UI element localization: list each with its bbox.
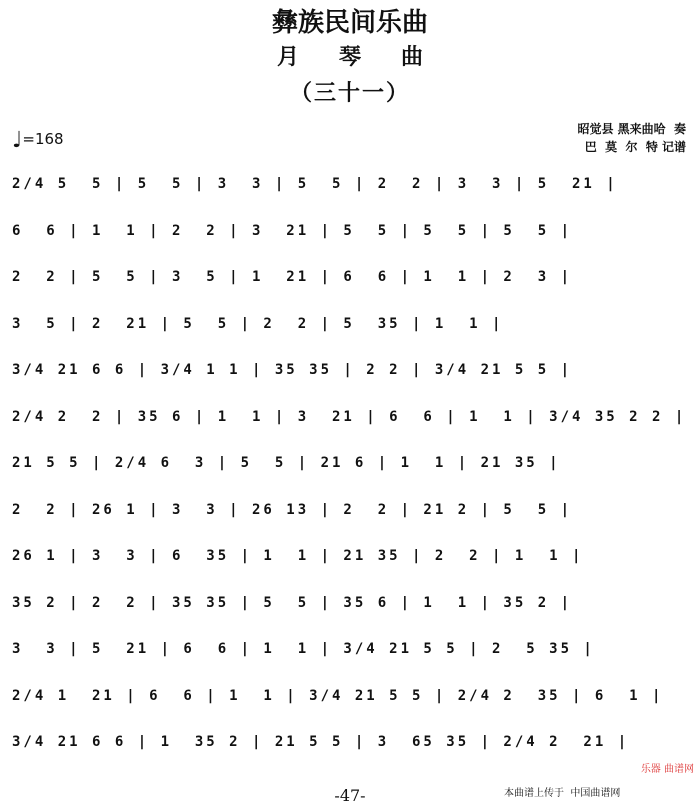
score-line-text: 2 2 | 26 1 | 3 3 | 26 13 | 2 2 | 21 2 | 5 5 | [12, 501, 573, 518]
score-subtitle: 月琴曲 [276, 44, 463, 70]
score-line-text: 21 5 5 | 2/4 6 3 | 5 5 | 21 6 | 1 1 | 21 35 | [12, 455, 561, 471]
score-line-text: 3 5 | 2 21 | 5 5 | 2 2 | 5 35 | 1 1 | [12, 315, 504, 332]
score-number: （三十一） [289, 80, 410, 106]
tempo-value: =168 [22, 130, 64, 148]
transcriber-credit: 巴 莫 尔 特 记谱 [584, 140, 686, 154]
score-row [12, 401, 690, 433]
score-line-text: 2 2 | 5 5 | 3 5 | 1 21 | 6 6 | 1 1 | 2 3 | [12, 269, 573, 285]
score-line-text: 2/4 1 21 | 6 6 | 1 1 | 3/4 21 5 5 | 2/4 2 35 | 6 1 | [12, 687, 664, 704]
score-row [12, 261, 690, 293]
score-line-text: 2/4 2 2 | 35 6 | 1 1 | 3 21 | 6 6 | 1 1 | 3/4 35 2 2 | [12, 408, 687, 425]
footer-note: 本曲谱上传于 中国曲谱网 [504, 788, 621, 799]
score-title: 彝族民间乐曲 [271, 8, 428, 38]
score-row [12, 354, 690, 386]
score-row [12, 447, 690, 479]
score-row [12, 633, 690, 665]
watermark: 乐器 曲谱网 [640, 764, 694, 775]
score-row [12, 540, 690, 572]
score-row [12, 726, 690, 758]
score-line-text: 3/4 21 6 6 | 1 35 2 | 21 5 5 | 3 65 35 | 2/4 2 21 | [12, 734, 630, 750]
score-line-text: 3/4 21 6 6 | 3/4 1 1 | 35 35 | 2 2 | 3/4 21 5 5 | [12, 362, 573, 378]
page-number: -47- [334, 786, 366, 805]
tempo-marking [12, 128, 64, 153]
score-line-text: 3 3 | 5 21 | 6 6 | 1 1 | 3/4 21 5 5 | 2 5 35 | [12, 641, 595, 657]
score-row [12, 680, 690, 712]
score-line-text: 2/4 5 5 | 5 5 | 3 3 | 5 5 | 2 2 | 3 3 | 5 21 | [12, 176, 618, 192]
quarter-note-icon: ♩ [12, 128, 23, 153]
score-row [12, 168, 690, 200]
score-row [12, 494, 690, 526]
score-line-text: 35 2 | 2 2 | 35 35 | 5 5 | 35 6 | 1 1 | 35 2 | [12, 594, 573, 611]
score-line-text: 26 1 | 3 3 | 6 35 | 1 1 | 21 35 | 2 2 | 1 1 | [12, 548, 584, 564]
score-line-text: 6 6 | 1 1 | 2 2 | 3 21 | 5 5 | 5 5 | 5 5 | [12, 222, 573, 239]
score-row [12, 215, 690, 247]
score-row [12, 308, 690, 340]
score-row [12, 587, 690, 619]
performer-credit: 昭觉县 黑来曲哈 奏 [577, 122, 686, 136]
